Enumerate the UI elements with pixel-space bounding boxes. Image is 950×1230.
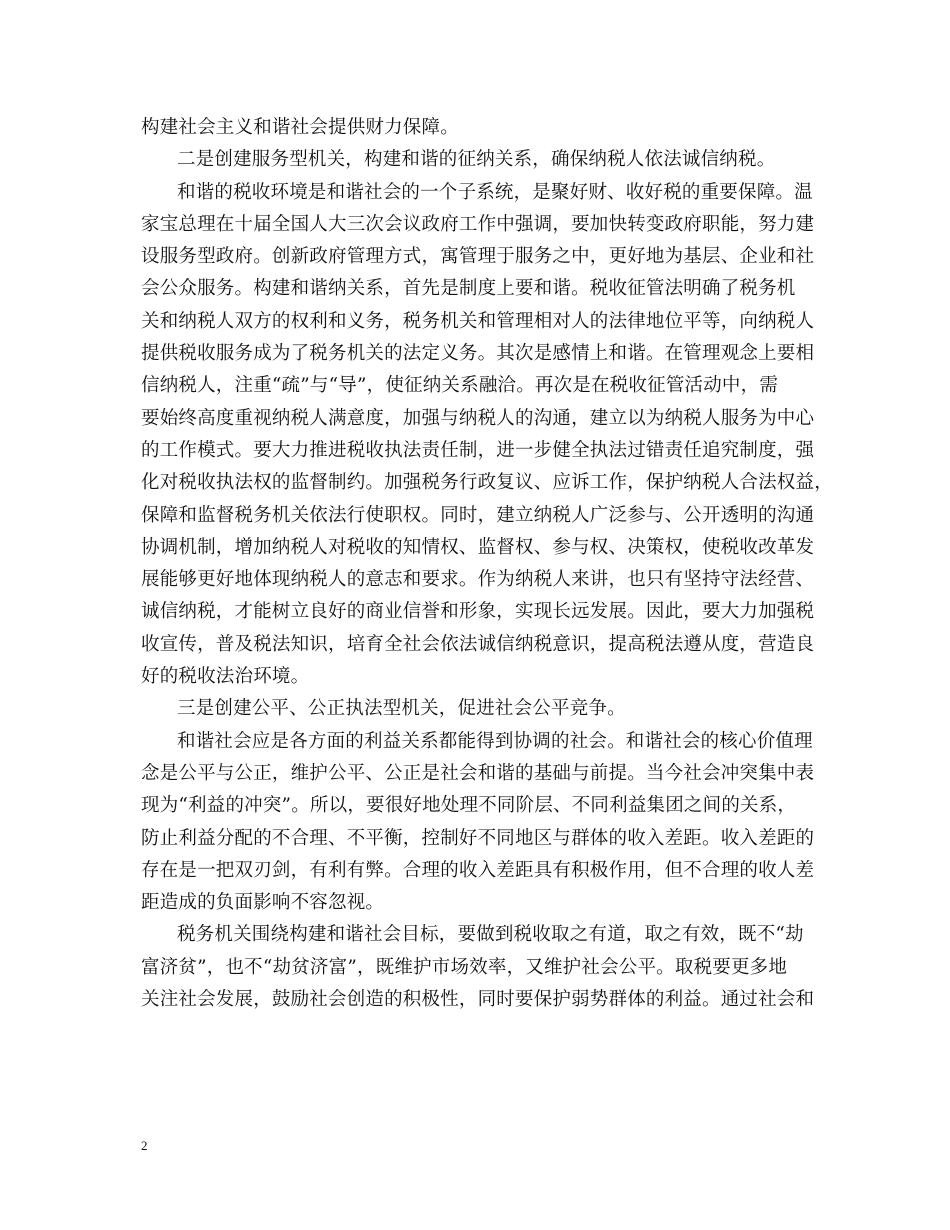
text-line: 家宝总理在十届全国人大三次会议政府工作中强调，要加快转变政府职能，努力建: [141, 213, 815, 235]
text-line: 好的税收法治环境。: [141, 666, 310, 688]
text-line: 二是创建服务型机关，构建和谐的征纳关系，确保纳税人依法诚信纳税。: [177, 149, 776, 171]
text-line: 展能够更好地体现纳税人的意志和要求。作为纳税人来讲，也只有坚持守法经营、: [141, 569, 815, 591]
text-line: 税务机关围绕构建和谐社会目标，要做到税收取之有道，取之有效，既不“劫: [177, 924, 804, 946]
text-line: 和谐社会应是各方面的利益关系都能得到协调的社会。和谐社会的核心价值理: [177, 730, 813, 752]
text-line: 保障和监督税务机关依法行使职权。同时，建立纳税人广泛参与、公开透明的沟通: [141, 504, 815, 526]
text-line: 防止利益分配的不合理、不平衡，控制好不同地区与群体的收入差距。收入差距的: [141, 827, 815, 849]
document-body: [141, 112, 833, 1016]
text-line: 现为“利益的冲突”。所以，要很好地处理不同阶层、不同利益集团之间的关系，: [141, 795, 797, 817]
text-line: 要始终高度重视纳税人满意度，加强与纳税人的沟通，建立以为纳税人服务为中心: [141, 407, 815, 429]
text-line: 富济贫”，也不“劫贫济富”，既维护市场效率，又维护社会公平。取税要更多地: [141, 956, 788, 978]
text-line: 关注社会发展，鼓励社会创造的积极性，同时要保护弱势群体的利益。通过社会和: [141, 989, 815, 1011]
text-line: 诚信纳税，才能树立良好的商业信誉和形象，实现长远发展。因此，要大力加强税: [141, 601, 815, 623]
text-line: 信纳税人，注重“疏”与“导”，使征纳关系融洽。再次是在税收征管活动中，需: [141, 375, 779, 397]
text-line: 会公众服务。构建和谐纳关系，首先是制度上要和谐。税收征管法明确了税务机: [141, 278, 796, 300]
text-line: 提供税收服务成为了税务机关的法定义务。其次是感情上和谐。在管理观念上要相: [141, 343, 815, 365]
text-line: 的工作模式。要大力推进税收执法责任制，进一步健全执法过错责任追究制度，强: [141, 439, 815, 461]
text-line: 念是公平与公正，维护公平、公正是社会和谐的基础与前提。当今社会冲突集中表: [141, 762, 815, 784]
text-line: 距造成的负面影响不容忽视。: [141, 892, 385, 914]
text-line: 化对税收执法权的监督制约。加强税务行政复议、应诉工作，保护纳税人合法权益，: [141, 472, 833, 494]
text-line: 关和纳税人双方的权利和义务，税务机关和管理相对人的法律地位平等，向纳税人: [141, 310, 815, 332]
text-line: 设服务型政府。创新政府管理方式，寓管理于服务之中，更好地为基层、企业和社: [141, 246, 815, 268]
text-line: 和谐的税收环境是和谐社会的一个子系统，是聚好财、收好税的重要保障。温: [177, 181, 813, 203]
text-line: 存在是一把双刃剑，有利有弊。合理的收入差距具有积极作用，但不合理的收人差: [141, 859, 815, 881]
page-number: 2: [141, 1138, 148, 1153]
text-line: 协调机制，增加纳税人对税收的知情权、监督权、参与权、决策权，使税收改革发: [141, 536, 815, 558]
text-line: 三是创建公平、公正执法型机关，促进社会公平竞争。: [177, 698, 626, 720]
text-line: 收宣传，普及税法知识，培育全社会依法诚信纳税意识，提高税法遵从度，营造良: [141, 633, 815, 655]
text-line: 构建社会主义和谐社会提供财力保障。: [141, 117, 459, 138]
